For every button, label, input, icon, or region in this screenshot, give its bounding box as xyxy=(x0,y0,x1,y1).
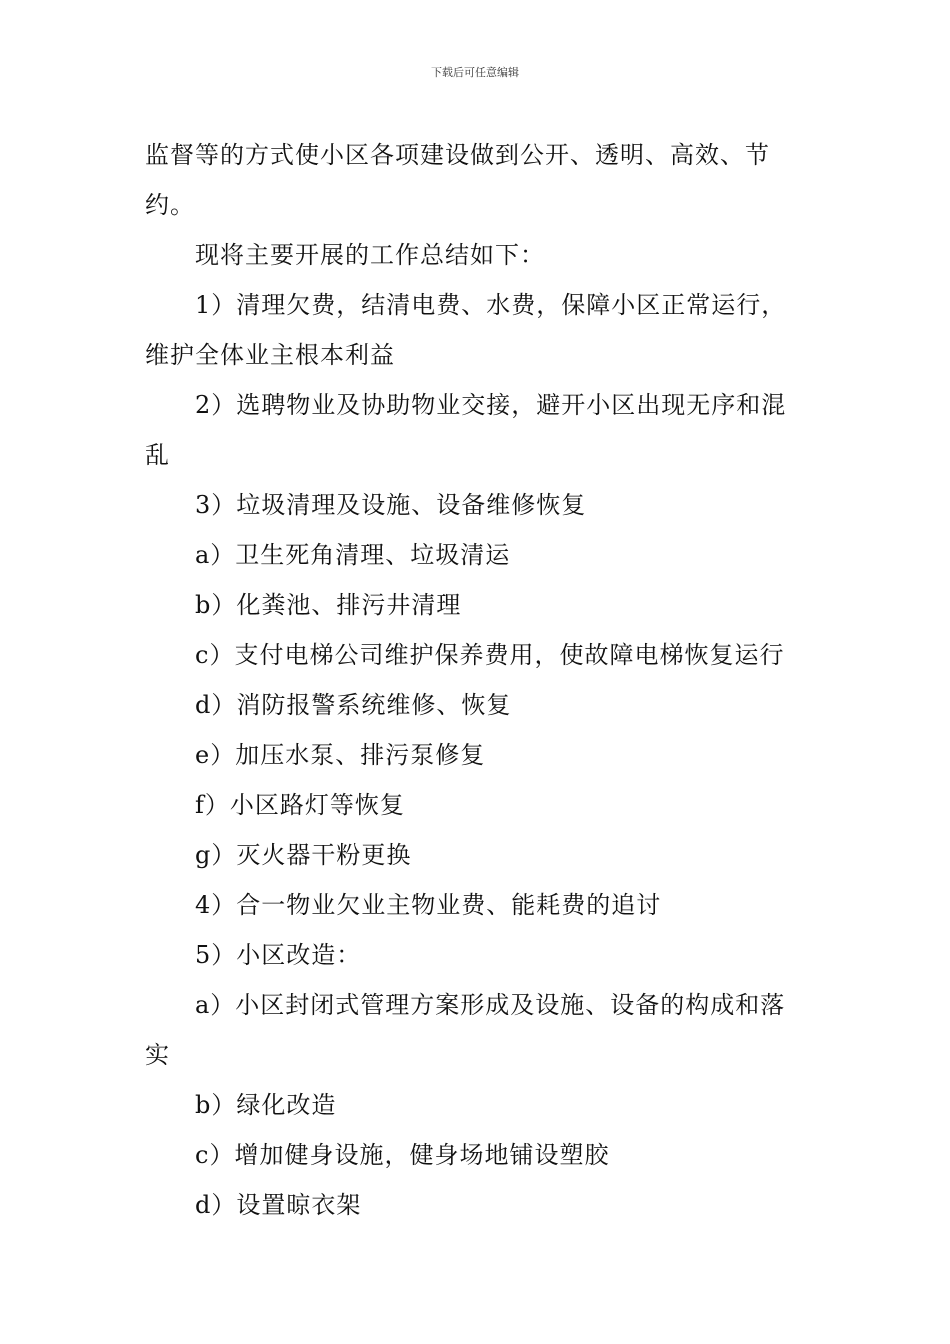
paragraph-line: 现将主要开展的工作总结如下： xyxy=(195,241,545,269)
sub-list-item: f）小区路灯等恢复 xyxy=(195,791,405,819)
paragraph-line: 监督等的方式使小区各项建设做到公开、透明、高效、节 xyxy=(145,141,770,169)
list-item: 3）垃圾清理及设施、设备维修恢复 xyxy=(195,491,587,519)
paragraph-line: 约。 xyxy=(145,191,195,219)
list-item-continuation: 乱 xyxy=(145,441,170,469)
sub-list-item: e）加压水泵、排污泵修复 xyxy=(195,741,486,769)
sub-list-item: b）绿化改造 xyxy=(195,1091,337,1119)
sub-list-item: b）化粪池、排污井清理 xyxy=(195,591,462,619)
sub-list-item: g）灭火器干粉更换 xyxy=(195,841,412,869)
list-item: 2）选聘物业及协助物业交接，避开小区出现无序和混 xyxy=(195,391,787,419)
sub-list-item: a）小区封闭式管理方案形成及设施、设备的构成和落 xyxy=(195,991,786,1019)
sub-list-item: d）消防报警系统维修、恢复 xyxy=(195,691,512,719)
sub-list-item: a）卫生死角清理、垃圾清运 xyxy=(195,541,511,569)
sub-list-item: d）设置晾衣架 xyxy=(195,1191,362,1219)
list-item: 4）合一物业欠业主物业费、能耗费的追讨 xyxy=(195,891,662,919)
list-item: 1）清理欠费，结清电费、水费，保障小区正常运行， xyxy=(195,291,787,319)
sub-list-item: c）增加健身设施，健身场地铺设塑胶 xyxy=(195,1141,610,1169)
sub-list-item-continuation: 实 xyxy=(145,1041,170,1069)
list-item: 5）小区改造： xyxy=(195,941,362,969)
list-item-continuation: 维护全体业主根本利益 xyxy=(145,341,395,369)
sub-list-item: c）支付电梯公司维护保养费用，使故障电梯恢复运行 xyxy=(195,641,785,669)
page-header: 下载后可任意编辑 xyxy=(431,66,519,79)
document-body xyxy=(145,130,810,1230)
